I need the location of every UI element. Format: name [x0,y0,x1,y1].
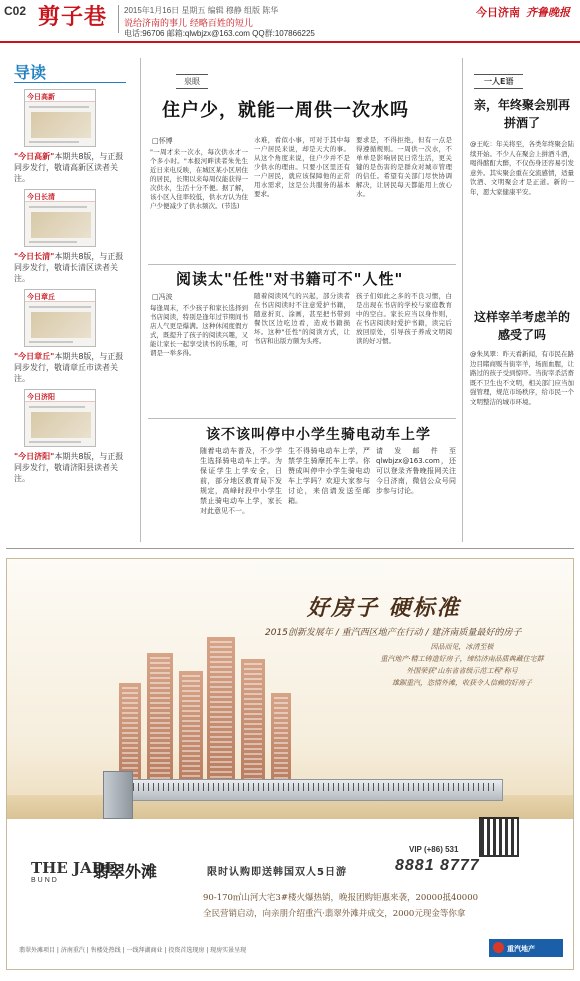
article-body: 每逢周末，不少孩子和家长选择到书店阅读，特别是逢年过节期间书店人气更是爆满。这种休闲度假方式，既提升了孩子的阅读兴趣，又能让家长一起享受读书的乐趣，可谓是一举多得。 [150,304,248,357]
thumbnail-line [29,141,79,143]
building [241,659,265,793]
thumbnail-line [29,106,89,108]
thumbnail-line [29,441,81,443]
guide-item-zhangqiu[interactable] [14,289,126,384]
article-headline[interactable]: 住户少，就能一周供一次水吗 [162,100,409,121]
thumbnail-photo [31,112,91,138]
logo-subtext: BUND [31,877,59,884]
guide-title: 导读 [14,63,47,82]
edition-thumbnail[interactable] [24,389,96,447]
guide-text [14,151,126,184]
article-body: 孩子们如此之多的不良习惯，白是出现在书店的学校与家庭教育中的空白。家长应当以身作则，在书店阅读时爱护书籍，读完后放回原处，引导孩子养成文明阅读的好习惯。 [356,292,452,345]
guide-item-gaoxin[interactable] [14,89,126,184]
ad-separator [6,548,574,549]
ad-footer: 翡翠外滩项目 | 济南重汽 | 售楼处热线 | 一线拜湖商业 | 投资首选现房 | 现房实景呈现 [19,947,247,954]
article-body: "一周才来一次水，每次供水才一个多小时。"本报河畔读者朱先生近日来电反映，在城区某小区居住的居民，长期以来每周仅能获得一次供水，生活十分不便。据了解，该小区入住率较低，供水方认为住户少便减少了供水频次。(节选) [150,148,248,210]
guide-column [14,60,126,530]
thumbnail-head: 今日长清 [25,190,95,202]
thumbnail-photo [31,212,91,238]
thumbnail-head: 今日高新 [25,90,95,102]
article-headline[interactable]: 阅读太"任性"对书籍可不"人性" [176,270,404,288]
article-byline: □怀博 [152,137,173,145]
promo-invite: 限时认购即送韩国双人5日游 [207,867,347,878]
article-body: 请发邮件至 qlwbjzx@163.com，还可以登录齐鲁晚报网关注今日济南，微信公众号同步参与讨论。 [376,447,456,495]
thumbnail-photo [31,312,91,338]
article-body: 要求是，不得拒绝，但有一点是得遵循规则。一周供一次水，不单单是影响居民日常生活，更关键的是伤害的是群众对城市管理的信任。希望有关部门尽快协调解决，让居民每天都能用上放心水。 [356,136,452,198]
building [179,671,203,793]
vip-label: VIP (+86) 531 [409,845,459,854]
ad-poem: 因品而见，冰清至极 重汽地产·精工铸造好房子，缔结济南品质典藏住宅群 外围荣获"山东省省级示范工程"称号 雄踞重汽，恣情外滩，收获令人信赖的好房子 [380,643,544,687]
project-name: 翡翠外滩 [93,862,158,881]
guide-desc: 本期共8版，与正报同步发行，敬请高新区读者关注。 [14,152,124,183]
opinion-body: @王屹：年关将至，各类年终聚会陆续开始。不少人在聚会上拼酒斗酒，喝得酩酊大醉，不仅伤身还容易引发意外。其实聚会重在交流感情，适量饮酒、文明聚会才是正道。新的一年，愿大家健康平安。 [470,140,574,196]
article-body: 水难，看似小事，可对于其中每一户居民来说，却是天大的事。从这个角度来说，住户少并不是少供水的理由。只要小区里还有一户居民，就应该保障他的正常用水需求，这是公共服务的基本要求。 [254,136,350,198]
guide-desc: 本期共8版，与正报同步发行，敬请章丘市读者关注。 [14,352,124,383]
thumbnail-head: 今日济阳 [25,390,95,402]
qr-code[interactable] [479,817,519,857]
edition-thumbnail[interactable] [24,89,96,147]
section-title: 剪子巷 [38,5,108,30]
building [271,693,291,793]
guide-text [14,351,126,384]
thumbnail-photo [31,412,91,438]
opinion-headline[interactable]: 这样宰羊考虑羊的感受了吗 [473,310,570,342]
article-byline: □冯波 [152,293,173,301]
guide-edition-name: "今日济阳" [14,452,55,461]
guide-desc: 本期共8版，与正报同步发行，敬请济阳县读者关注。 [14,452,124,483]
thumbnail-line [29,206,87,208]
header-divider [118,5,119,33]
building [207,637,235,793]
page-number: C02 [4,4,27,18]
column-tag: 一人E语 [474,74,523,89]
article-tag: 泉眼 [176,74,208,89]
caliper-scale [108,783,498,791]
thumbnail-head: 今日章丘 [25,290,95,302]
developer-logo: 重汽地产 [489,939,563,957]
contact-info: 电话:96706 邮箱:qlwbjzx@163.com QQ群:107866225 [124,29,315,38]
guide-desc: 本期共8版，与正报同步发行，敬请长清区读者关注。 [14,252,124,283]
article-divider [148,418,456,419]
brand-logo: 齐鲁晚报 [526,6,570,19]
guide-edition-name: "今日长清" [14,252,55,261]
guide-edition-name: "今日章丘" [14,352,55,361]
opinion-body: @朱凤翠：昨天看新闻，有市民在路边目睹商贩当街宰羊，场面血腥，让路过的孩子受到惊吓。当街宰杀活畜既不卫生也不文明，相关部门应当加强管理，规范市场秩序，给市民一个文明整洁的城市环境。 [470,350,574,406]
brand-primary: 今日济南 [476,6,520,19]
edition-thumbnail[interactable] [24,289,96,347]
guide-item-jiyang[interactable] [14,389,126,484]
guide-text [14,451,126,484]
ad-slogan: 好房子 硬标准 [307,595,461,621]
real-estate-ad[interactable] [6,558,574,970]
newspaper-brand [476,4,570,20]
guide-text [14,251,126,284]
column-rule [140,58,141,542]
issue-meta: 2015年1月16日 星期五 编辑 穆静 组版 陈华 [124,6,279,15]
building [147,653,173,793]
article-body: 随着电动车普及，不少学生选择骑电动车上学。为保证学生上学安全，日前，部分地区教育局下发规定，高峰时段中小学生禁止骑电动车上学，家长对此意见不一。 [200,447,282,515]
opinion-headline[interactable]: 亲，年终聚会别再拼酒了 [473,98,570,130]
article-body: 生不得骑电动车上学，严禁学生骑摩托车上学。你赞成叫停中小学生骑电动车上学吗？欢迎大家参与讨论，来信请发送至邮箱。 [288,447,370,505]
logo-text: THE JADE [31,859,117,877]
article-headline[interactable]: 该不该叫停中小学生骑电动车上学 [206,427,431,443]
section-slogan: 说给济南的事儿 经略百姓的短儿 [124,19,253,29]
guide-item-changqing[interactable] [14,189,126,284]
article-divider [148,264,456,265]
column-rule [462,58,463,542]
thumbnail-line [29,306,91,308]
caliper-illustration [103,779,503,801]
thumbnail-line [29,241,77,243]
caliper-jaw [103,771,133,819]
page-header [0,0,580,40]
thumbnail-line [29,341,73,343]
promo-line: 全民营销启动，向亲朋介绍重汽·翡翠外滩并成交，2000元现金等你拿 [203,909,466,919]
header-rule [0,41,580,43]
promo-line: 90-170㎡山河大宅3#楼火爆热销，晚报团购钜惠来袭，20000抵40000 [203,893,479,903]
edition-thumbnail[interactable] [24,189,96,247]
guide-title-rule [14,82,126,83]
thumbnail-line [29,406,85,408]
sales-hotline[interactable]: 8881 8777 [395,857,480,874]
article-body: 随着阅读风气的兴起，部分读者在书店阅读时不注意爱护书籍，随意折页、涂画，甚至把书带到餐饮区边吃边看，造成书籍损坏。这种"任性"的阅读方式，让书店和出版方颇为头疼。 [254,292,350,345]
ad-subtitle: 2015创新发展年 / 重汽西区地产在行动 / 建济南质量最好的房子 [265,628,522,638]
guide-edition-name: "今日高新" [14,152,55,161]
